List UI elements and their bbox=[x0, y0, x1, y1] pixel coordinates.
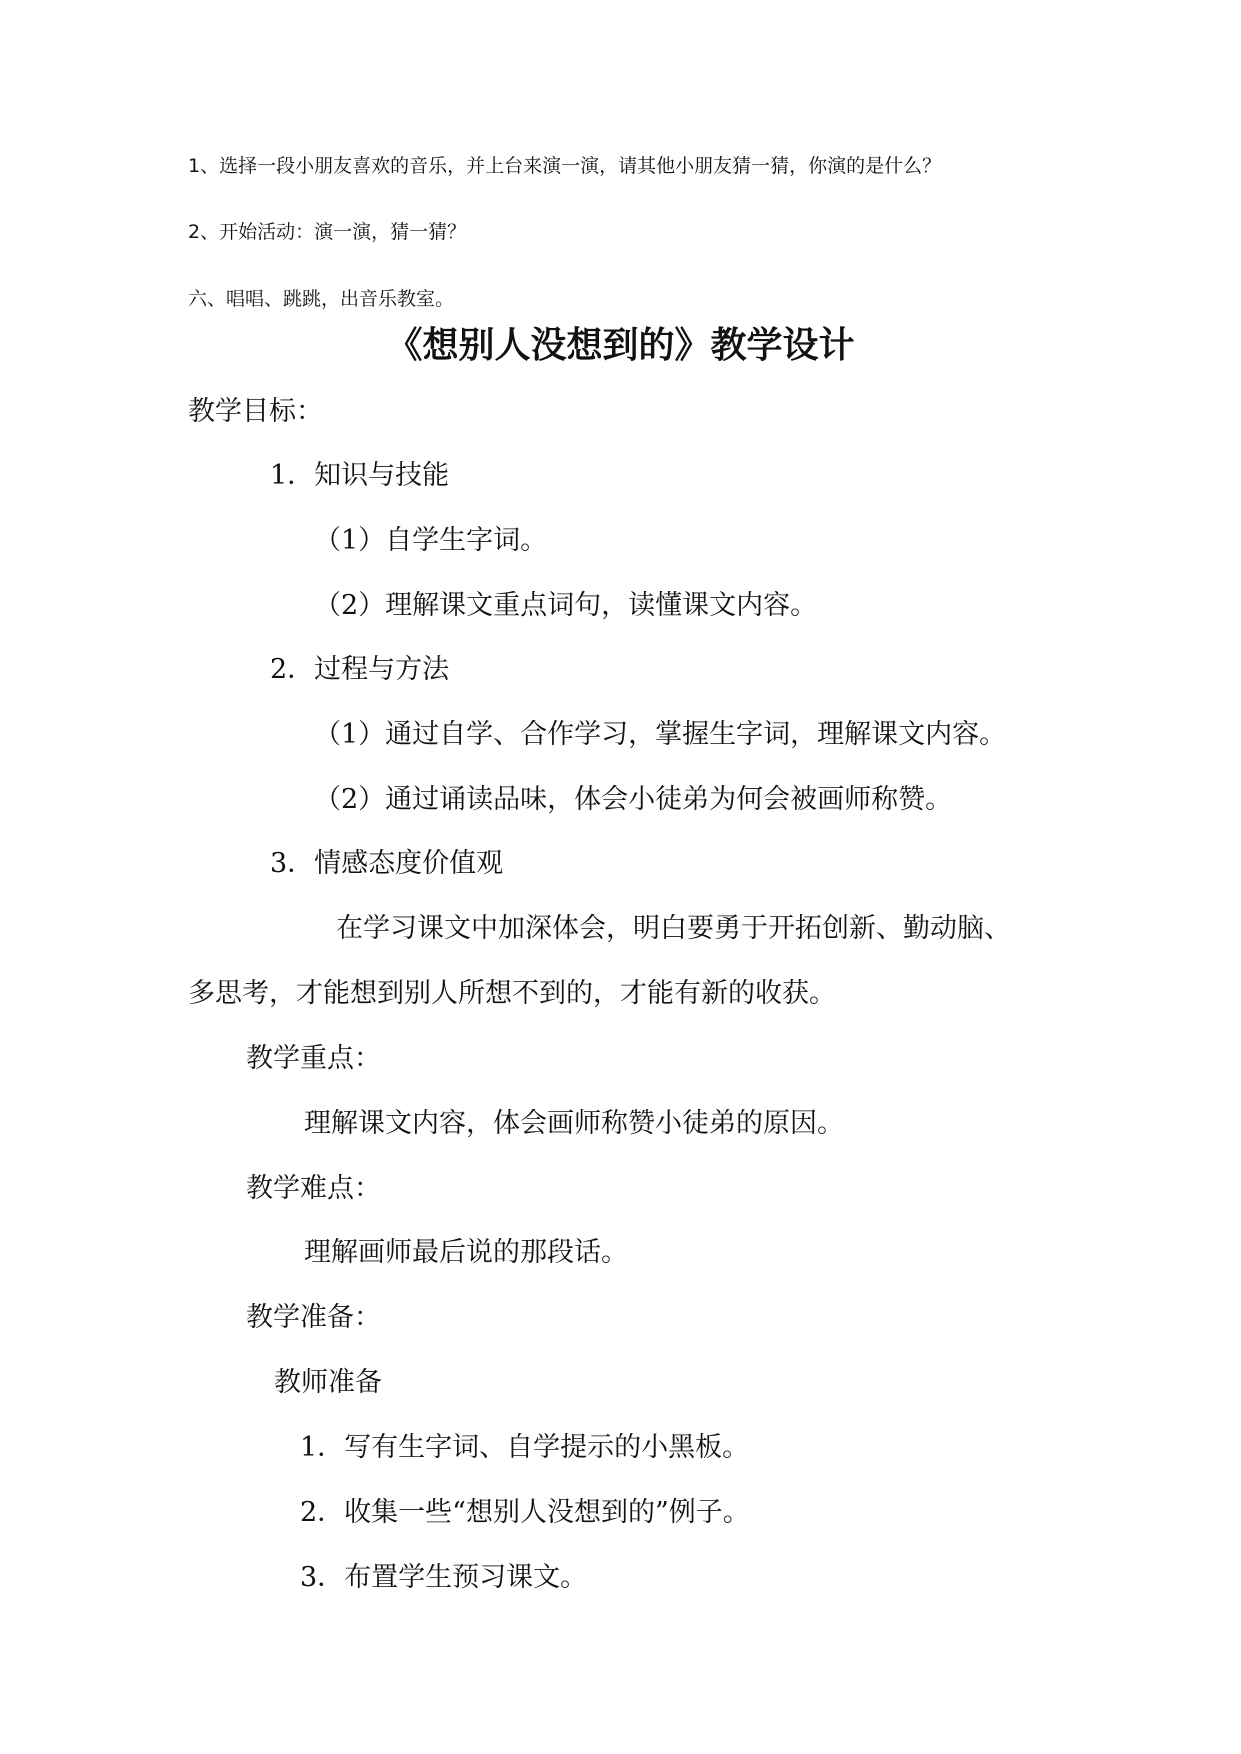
difficulty-heading: 教学难点： bbox=[246, 1173, 381, 1204]
objective-1-a: （1）自学生字词。 bbox=[314, 525, 548, 556]
objective-2-b: （2）通过诵读品味，体会小徒弟为何会被画师称赞。 bbox=[314, 784, 953, 815]
objective-3-paragraph-line-1: 在学习课文中加深体会，明白要勇于开拓创新、勤动脑、 bbox=[336, 913, 1011, 944]
difficulty-text: 理解画师最后说的那段话。 bbox=[304, 1237, 628, 1268]
objective-2: 2．过程与方法 bbox=[270, 654, 450, 685]
preparation-item-2: 2．收集一些“想别人没想到的”例子。 bbox=[300, 1497, 750, 1528]
teacher-preparation: 教师准备 bbox=[274, 1367, 382, 1398]
objective-1: 1．知识与技能 bbox=[270, 460, 450, 491]
objective-2-a: （1）通过自学、合作学习，掌握生字词，理解课文内容。 bbox=[314, 719, 1007, 750]
objective-3-paragraph-line-2: 多思考，才能想到别人所想不到的，才能有新的收获。 bbox=[188, 978, 836, 1009]
key-point-heading: 教学重点： bbox=[246, 1043, 381, 1074]
intro-line-3: 六、唱唱、跳跳，出音乐教室。 bbox=[188, 288, 455, 310]
objective-3: 3．情感态度价值观 bbox=[270, 848, 504, 879]
key-point-text: 理解课文内容，体会画师称赞小徒弟的原因。 bbox=[304, 1108, 844, 1139]
intro-line-1: 1、选择一段小朋友喜欢的音乐，并上台来演一演，请其他小朋友猜一猜，你演的是什么？ bbox=[188, 155, 942, 177]
objectives-heading: 教学目标： bbox=[188, 396, 323, 427]
document-title: 《想别人没想到的》教学设计 bbox=[386, 325, 855, 366]
preparation-item-1: 1．写有生字词、自学提示的小黑板。 bbox=[300, 1432, 750, 1463]
intro-line-2: 2、开始活动：演一演，猜一猜？ bbox=[188, 221, 467, 243]
preparation-item-3: 3．布置学生预习课文。 bbox=[300, 1562, 588, 1593]
objective-1-b: （2）理解课文重点词句，读懂课文内容。 bbox=[314, 590, 818, 621]
preparation-heading: 教学准备： bbox=[246, 1302, 381, 1333]
